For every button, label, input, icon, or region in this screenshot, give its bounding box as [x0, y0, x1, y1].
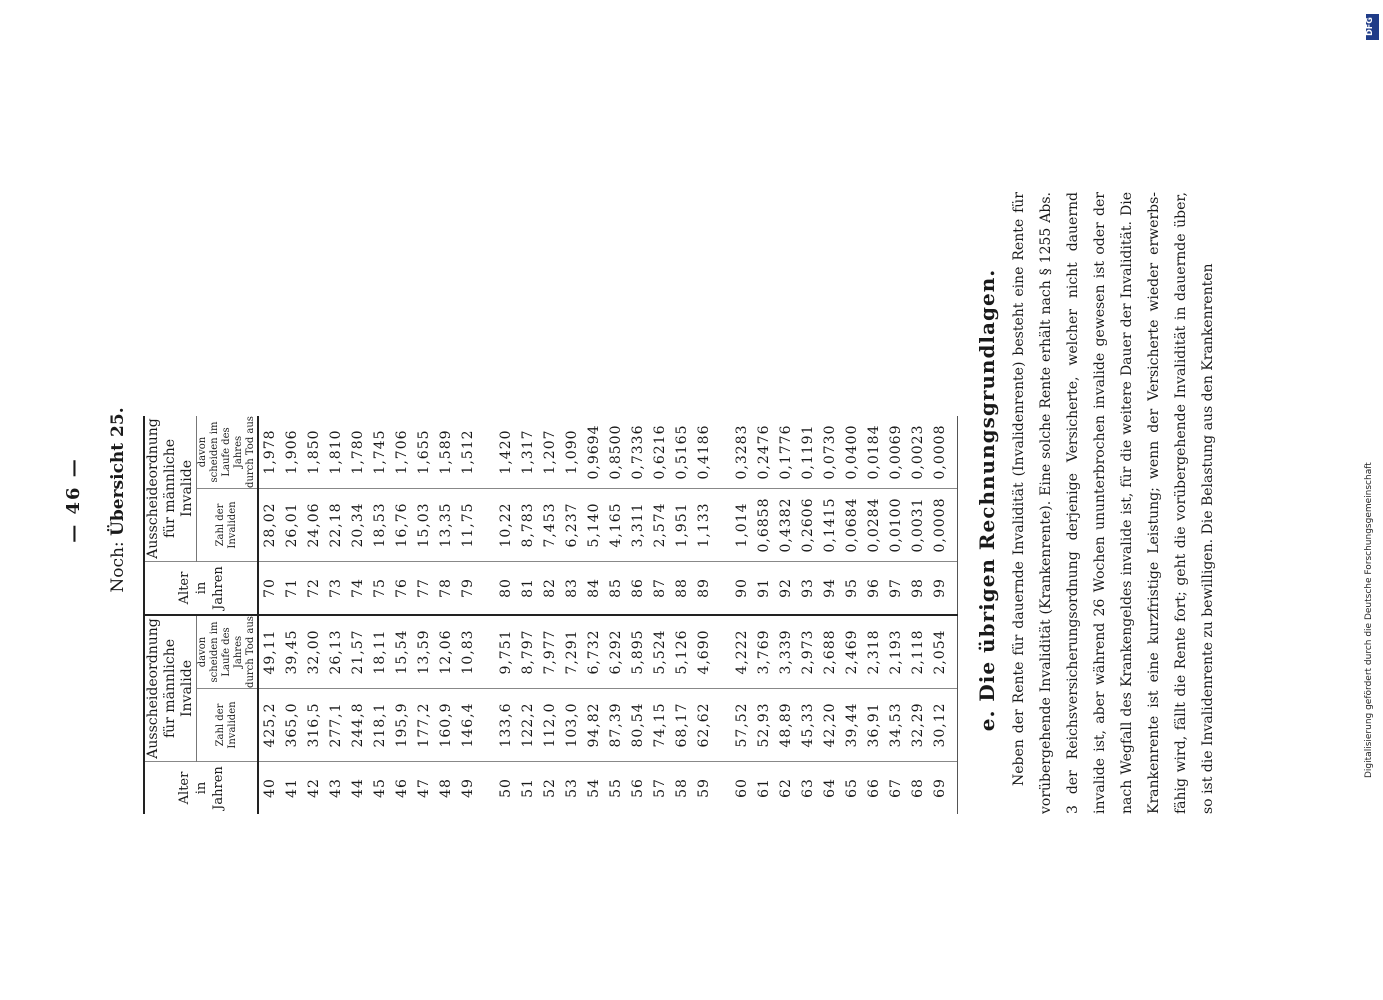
- deaths-right-cell: 0,2476: [753, 416, 775, 489]
- deaths-right-cell: 0,9694: [583, 416, 605, 489]
- invalids-left-cell: 48,89: [775, 689, 797, 762]
- dfg-sidebar: [1362, 6, 1382, 996]
- deaths-header-left: davon scheiden im Laufe des Jahres durch Tod aus: [197, 616, 256, 688]
- deaths-left-cell: 49,11: [258, 615, 281, 689]
- age-right-cell: 97: [885, 562, 907, 616]
- table-row: [605, 416, 627, 814]
- age-right-cell: 70: [258, 562, 281, 616]
- table-row: [583, 416, 605, 814]
- deaths-left-cell: 4,690: [693, 615, 715, 689]
- age-left-cell: 48: [438, 778, 454, 798]
- invalids-right-cell: 0,0684: [841, 489, 863, 562]
- invalids-right-cell: 0,4382: [775, 489, 797, 562]
- age-left-cell: 46: [394, 778, 410, 798]
- deaths-left-cell: 3,769: [753, 615, 775, 689]
- deaths-right-cell: 1,512: [457, 416, 479, 489]
- deaths-left-cell: 7,977: [539, 615, 561, 689]
- age-left-cell: 55: [608, 778, 624, 798]
- invalids-right-cell: 20,34: [347, 489, 369, 562]
- table-row: [413, 416, 435, 814]
- table-caption: [108, 0, 128, 1000]
- deaths-right-cell: 1,317: [517, 416, 539, 489]
- deaths-right-cell: 0,6216: [649, 416, 671, 489]
- invalids-right-cell: 7,453: [539, 489, 561, 562]
- deaths-right-cell: 0,0023: [907, 416, 929, 489]
- deaths-left-cell: 7,291: [561, 615, 583, 689]
- age-right-cell: 76: [391, 562, 413, 616]
- age-left-cell: 43: [328, 778, 344, 798]
- invalids-left-cell: 34,53: [885, 689, 907, 762]
- deaths-right-cell: 1,850: [303, 416, 325, 489]
- table-row: [731, 416, 753, 814]
- invalids-left-cell: 32,29: [907, 689, 929, 762]
- age-left-cell: 51: [520, 778, 536, 798]
- deaths-right-cell: 1,420: [495, 416, 517, 489]
- age-right-cell: 80: [495, 562, 517, 616]
- age-right-cell: 86: [627, 562, 649, 616]
- invalids-right-cell: 8,783: [517, 489, 539, 562]
- age-right-cell: 93: [797, 562, 819, 616]
- age-right-cell: 87: [649, 562, 671, 616]
- table-row: [369, 416, 391, 814]
- age-left-cell: 56: [630, 778, 646, 798]
- table-row: [281, 416, 303, 814]
- invalids-left-cell: 68,17: [671, 689, 693, 762]
- deaths-left-cell: 8,797: [517, 615, 539, 689]
- table-row: [753, 416, 775, 814]
- invalids-left-cell: 365,0: [281, 689, 303, 762]
- invalids-right-cell: 0,0100: [885, 489, 907, 562]
- table-row: [561, 416, 583, 814]
- age-right-cell: 90: [731, 562, 753, 616]
- invalids-right-cell: 22,18: [325, 489, 347, 562]
- deaths-left-cell: 13,59: [413, 615, 435, 689]
- invalids-left-cell: 52,93: [753, 689, 775, 762]
- age-right-cell: 91: [753, 562, 775, 616]
- deaths-right-cell: 0,0008: [929, 416, 958, 489]
- deaths-left-cell: 32,00: [303, 615, 325, 689]
- table-row: [457, 416, 479, 814]
- deaths-right-cell: 0,0184: [863, 416, 885, 489]
- age-right-cell: 75: [369, 562, 391, 616]
- age-left-cell: 41: [284, 778, 300, 798]
- invalids-right-cell: 2,574: [649, 489, 671, 562]
- page-number: — 46 —: [63, 457, 84, 543]
- deaths-left-cell: 2,318: [863, 615, 885, 689]
- deaths-left-cell: 5,895: [627, 615, 649, 689]
- block-gap: [715, 416, 731, 814]
- deaths-left-cell: 2,469: [841, 615, 863, 689]
- table-row: [671, 416, 693, 814]
- table-row: [435, 416, 457, 814]
- deaths-left-cell: 6,732: [583, 615, 605, 689]
- invalids-right-cell: 4,165: [605, 489, 627, 562]
- age-left-cell: 57: [652, 778, 668, 798]
- deaths-right-cell: 0,8500: [605, 416, 627, 489]
- age-right-cell: 73: [325, 562, 347, 616]
- deaths-right-cell: 0,1191: [797, 416, 819, 489]
- invalids-left-cell: 195,9: [391, 689, 413, 762]
- invalids-left-cell: 57,52: [731, 689, 753, 762]
- deaths-header-right: davon scheiden im Laufe des Jahres durch Tod aus: [197, 416, 256, 488]
- deaths-right-cell: 1,780: [347, 416, 369, 489]
- invalids-right-cell: 15,03: [413, 489, 435, 562]
- invalids-left-cell: 62,62: [693, 689, 715, 762]
- dfg-credit-text: Digitalisierung gefördert durch die Deutsche Forschungsgemeinschaft: [1364, 462, 1374, 778]
- table-row: [325, 416, 347, 814]
- table-row: [693, 416, 715, 814]
- age-right-cell: 95: [841, 562, 863, 616]
- deaths-right-cell: 1,906: [281, 416, 303, 489]
- table-body: [258, 416, 958, 814]
- invalids-header-right: Zahl der Invaliden: [197, 489, 259, 562]
- invalids-left-cell: 30,12: [929, 689, 958, 762]
- age-right-cell: 89: [693, 562, 715, 616]
- deaths-left-cell: 4,222: [731, 615, 753, 689]
- table-row: [929, 416, 958, 814]
- deaths-right-cell: 0,1776: [775, 416, 797, 489]
- age-right-cell: 71: [281, 562, 303, 616]
- deaths-right-cell: 0,0730: [819, 416, 841, 489]
- invalids-right-cell: 0,0031: [907, 489, 929, 562]
- invalids-right-cell: 26,01: [281, 489, 303, 562]
- deaths-right-cell: 1,207: [539, 416, 561, 489]
- invalids-left-cell: 122,2: [517, 689, 539, 762]
- invalids-left-cell: 36,91: [863, 689, 885, 762]
- table-row: [797, 416, 819, 814]
- invalids-left-cell: 94,82: [583, 689, 605, 762]
- table-row: [819, 416, 841, 814]
- invalids-right-cell: 1,014: [731, 489, 753, 562]
- age-left-cell: 67: [888, 778, 904, 798]
- deaths-right-cell: 1,745: [369, 416, 391, 489]
- body-text: [1006, 192, 1222, 814]
- age-left-cell: 63: [800, 778, 816, 798]
- invalids-header-left: Zahl der Invaliden: [197, 689, 259, 762]
- dfg-logo: DFG: [1366, 14, 1379, 40]
- age-left-cell: 49: [460, 778, 476, 798]
- invalids-right-cell: 0,2606: [797, 489, 819, 562]
- age-right-cell: 94: [819, 562, 841, 616]
- invalids-left-cell: 160,9: [435, 689, 457, 762]
- invalids-right-cell: 0,1415: [819, 489, 841, 562]
- table-row: [627, 416, 649, 814]
- age-left-cell: 52: [542, 778, 558, 798]
- age-right-cell: 88: [671, 562, 693, 616]
- deaths-right-cell: 1,655: [413, 416, 435, 489]
- age-left-cell: 62: [778, 778, 794, 798]
- age-left-cell: 54: [586, 778, 602, 798]
- age-right-cell: 98: [907, 562, 929, 616]
- deaths-right-cell: 1,706: [391, 416, 413, 489]
- table-row: [495, 416, 517, 814]
- invalids-right-cell: 0,6858: [753, 489, 775, 562]
- table-row: [885, 416, 907, 814]
- invalids-right-cell: 13,35: [435, 489, 457, 562]
- deaths-right-cell: 0,5165: [671, 416, 693, 489]
- age-left-cell: 53: [564, 778, 580, 798]
- deaths-left-cell: 10,83: [457, 615, 479, 689]
- invalids-left-cell: 87,39: [605, 689, 627, 762]
- table-row: [517, 416, 539, 814]
- deaths-left-cell: 2,118: [907, 615, 929, 689]
- deaths-right-cell: 0,3283: [731, 416, 753, 489]
- age-left-cell: 61: [756, 778, 772, 798]
- invalids-left-cell: 177,2: [413, 689, 435, 762]
- deaths-left-cell: 6,292: [605, 615, 627, 689]
- invalids-right-cell: 5,140: [583, 489, 605, 562]
- table-row: [347, 416, 369, 814]
- age-left-cell: 65: [844, 778, 860, 798]
- invalids-left-cell: 244,8: [347, 689, 369, 762]
- table-row: [391, 416, 413, 814]
- age-right-cell: 84: [583, 562, 605, 616]
- invalids-right-cell: 6,237: [561, 489, 583, 562]
- invalids-right-cell: 0,0284: [863, 489, 885, 562]
- age-right-cell: 72: [303, 562, 325, 616]
- invalids-left-cell: 45,33: [797, 689, 819, 762]
- deaths-right-cell: 0,7336: [627, 416, 649, 489]
- invalids-left-cell: 146,4: [457, 689, 479, 762]
- deaths-left-cell: 2,973: [797, 615, 819, 689]
- group-header-right: Ausscheideordnung für männliche Invalide: [144, 416, 197, 562]
- age-right-cell: 78: [435, 562, 457, 616]
- deaths-right-cell: 0,0400: [841, 416, 863, 489]
- deaths-left-cell: 2,688: [819, 615, 841, 689]
- invalids-left-cell: 80,54: [627, 689, 649, 762]
- invalids-right-cell: 24,06: [303, 489, 325, 562]
- invalids-right-cell: 1,133: [693, 489, 715, 562]
- age-left-cell: 66: [866, 778, 882, 798]
- invalids-left-cell: 74,15: [649, 689, 671, 762]
- deaths-left-cell: 5,126: [671, 615, 693, 689]
- table-row: [907, 416, 929, 814]
- age-left-cell: 58: [674, 778, 690, 798]
- invalids-left-cell: 39,44: [841, 689, 863, 762]
- age-left-cell: 45: [372, 778, 388, 798]
- mortality-table: [143, 416, 958, 814]
- table-row: [539, 416, 561, 814]
- deaths-left-cell: 2,193: [885, 615, 907, 689]
- invalids-left-cell: 112,0: [539, 689, 561, 762]
- table-row: [863, 416, 885, 814]
- table-row: [303, 416, 325, 814]
- age-left-cell: 68: [910, 778, 926, 798]
- deaths-right-cell: 0,0069: [885, 416, 907, 489]
- deaths-left-cell: 9,751: [495, 615, 517, 689]
- age-left-cell: 47: [416, 778, 432, 798]
- age-left-cell: 64: [822, 778, 838, 798]
- age-right-cell: 77: [413, 562, 435, 616]
- deaths-left-cell: 39,45: [281, 615, 303, 689]
- table-row: [841, 416, 863, 814]
- section-heading: e. Die übrigen Rechnungsgrundlagen.: [975, 268, 999, 732]
- invalids-right-cell: 28,02: [258, 489, 281, 562]
- deaths-right-cell: 1,589: [435, 416, 457, 489]
- age-right-cell: 74: [347, 562, 369, 616]
- invalids-left-cell: 316,5: [303, 689, 325, 762]
- table-row: [649, 416, 671, 814]
- invalids-right-cell: 1,951: [671, 489, 693, 562]
- age-header-left: Alter in Jahren: [144, 762, 258, 815]
- age-left-cell: 50: [498, 778, 514, 798]
- body-paragraph: Neben der Rente für dauernde Invalidität (Invalidenrente) besteht eine Rente für vorübergehende Invalidität (Krankenrente). Eine solche Rente erhält nach § 1255 Abs. 3 der Reichsversicherungsordnung derjenige Versicherte, welcher nicht dauernd invalide ist, aber während 26 Wochen ununterbrochen invalide gewesen ist oder der nach Wegfall des Krankengeldes invalide ist, für die weitere Dauer der Invalidität. Die Krankenrente ist eine kurzfristige Leistung; wenn der Versicherte wieder erwerbs-fähig wird, fällt die Rente fort; geht die vorübergehende Invalidität in dauernde über, so ist die Invalidenrente zu bewilligen. Die Belastung aus den Krankenrenten: [1011, 192, 1216, 814]
- invalids-left-cell: 133,6: [495, 689, 517, 762]
- deaths-left-cell: 2,054: [929, 615, 958, 689]
- deaths-right-cell: 1,978: [258, 416, 281, 489]
- invalids-right-cell: 16,76: [391, 489, 413, 562]
- age-left-cell: 69: [929, 762, 958, 815]
- age-left-cell: 60: [734, 778, 750, 798]
- invalids-right-cell: 3,311: [627, 489, 649, 562]
- deaths-left-cell: 15,54: [391, 615, 413, 689]
- deaths-right-cell: 1,810: [325, 416, 347, 489]
- invalids-right-cell: 0,0008: [929, 489, 958, 562]
- caption-title: Übersicht 25.: [108, 407, 128, 536]
- age-left-cell: 40: [262, 778, 278, 798]
- deaths-left-cell: 5,524: [649, 615, 671, 689]
- age-left-cell: 59: [696, 778, 712, 798]
- deaths-left-cell: 3,339: [775, 615, 797, 689]
- table-row: [258, 416, 281, 814]
- age-right-cell: 96: [863, 562, 885, 616]
- invalids-right-cell: 11,75: [457, 489, 479, 562]
- caption-prefix: Noch:: [108, 541, 128, 593]
- age-left-cell: 44: [350, 778, 366, 798]
- invalids-left-cell: 277,1: [325, 689, 347, 762]
- deaths-left-cell: 12,06: [435, 615, 457, 689]
- age-right-cell: 83: [561, 562, 583, 616]
- age-right-cell: 85: [605, 562, 627, 616]
- age-right-cell: 82: [539, 562, 561, 616]
- age-right-cell: 99: [929, 562, 958, 616]
- age-header-right: Alter in Jahren: [144, 562, 258, 616]
- age-right-cell: 92: [775, 562, 797, 616]
- deaths-left-cell: 18,11: [369, 615, 391, 689]
- block-gap: [479, 416, 495, 814]
- invalids-left-cell: 218,1: [369, 689, 391, 762]
- invalids-right-cell: 18,53: [369, 489, 391, 562]
- age-right-cell: 81: [517, 562, 539, 616]
- deaths-right-cell: 0,4186: [693, 416, 715, 489]
- deaths-left-cell: 26,13: [325, 615, 347, 689]
- age-right-cell: 79: [457, 562, 479, 616]
- table-row: [775, 416, 797, 814]
- deaths-right-cell: 1,090: [561, 416, 583, 489]
- age-left-cell: 42: [306, 778, 322, 798]
- group-header-left: Ausscheideordnung für männliche Invalide: [144, 615, 197, 762]
- invalids-left-cell: 103,0: [561, 689, 583, 762]
- invalids-left-cell: 425,2: [258, 689, 281, 762]
- invalids-left-cell: 42,20: [819, 689, 841, 762]
- deaths-left-cell: 21,57: [347, 615, 369, 689]
- invalids-right-cell: 10,22: [495, 489, 517, 562]
